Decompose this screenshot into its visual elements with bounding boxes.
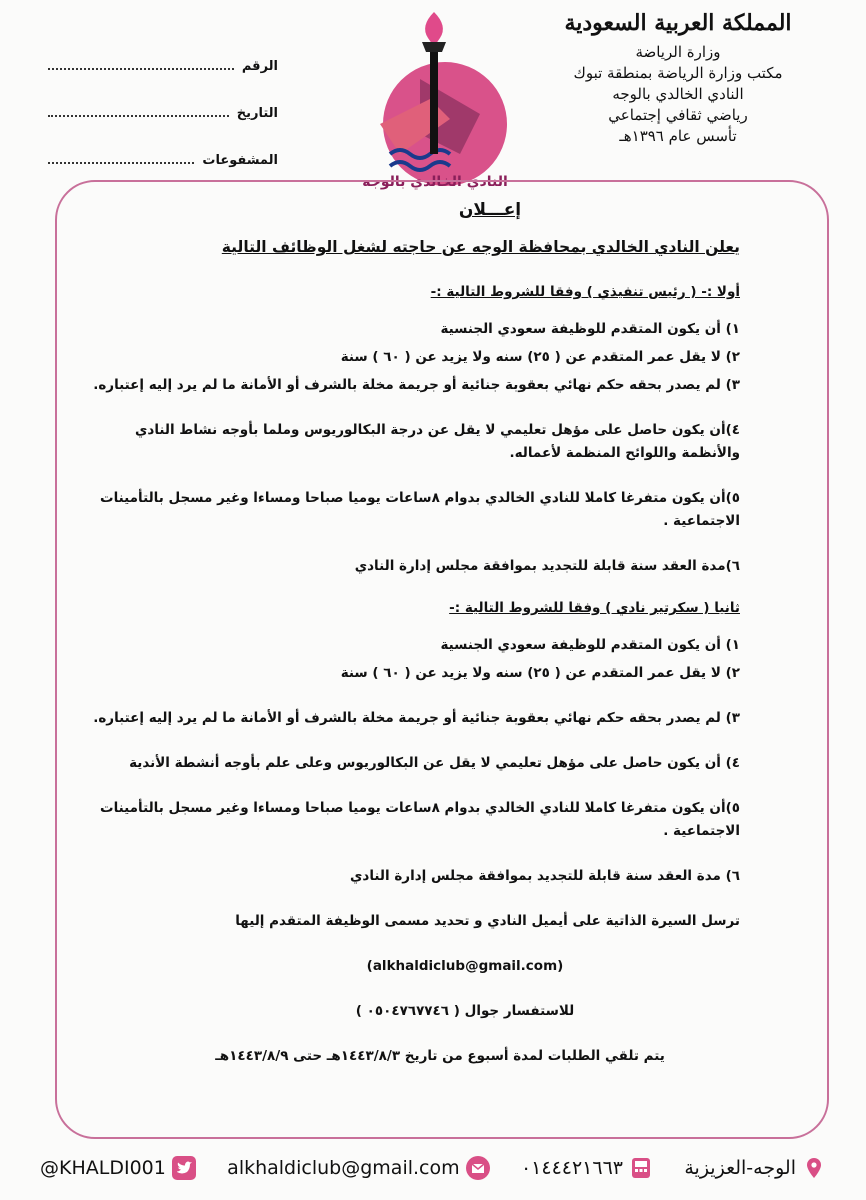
letterhead-fields [48, 58, 278, 199]
section2-item: ٦) مدة العقد سنة قابلة للتجديد بموافقة مجلس إدارة النادي [350, 868, 740, 884]
ministry-name: وزارة الرياضة [635, 43, 721, 61]
phone-icon [629, 1156, 653, 1180]
section1-title: أولا :- ( رئيس تنفيذي ) وفقا للشروط التالية :- [430, 284, 740, 300]
section1-item: ٤)أن يكون حاصل على مؤهل تعليمي لا يقل عن درجة البكالوريوس وملما بأوجه نشاط النادي والأنظمة واللوائح المنظمة لأعماله. [135, 422, 740, 461]
twitter-icon [172, 1156, 196, 1180]
section1-item: ٢) لا يقل عمر المتقدم عن ( ٢٥) سنه ولا يزيد عن ( ٦٠ ) سنة [340, 349, 740, 365]
email-icon [466, 1156, 490, 1180]
section1-item: ٦)مدة العقد سنة قابلة للتجديد بموافقة مجلس إدارة النادي [354, 558, 740, 574]
announcement-subtitle: يعلن النادي الخالدي بمحافظة الوجه عن حاجته لشغل الوظائف التالية [221, 238, 740, 256]
footer-bar [40, 1150, 826, 1186]
field-attachments-label: المشفوعات [202, 153, 278, 168]
location-pin-icon [802, 1156, 826, 1180]
club-type: رياضي ثقافي إجتماعي [608, 106, 748, 124]
footer-location-text: الوجه-العزيزية [684, 1157, 796, 1179]
section2-item: ٥)أن يكون متفرغا كاملا للنادي الخالدي بدوام ٨ساعات يوميا صباحا ومساءا وغير مسجل بالتأمينات الاجتماعية . [100, 800, 740, 839]
section2-item: ٣) لم يصدر بحقه حكم نهائي بعقوبة جنائية أو جريمة مخلة بالشرف أو الأمانة ما لم يرد إليه إعتباره. [93, 710, 740, 726]
footer-phone[interactable] [521, 1156, 653, 1180]
office-name: مكتب وزارة الرياضة بمنطقة تبوك [573, 64, 783, 82]
section2-item: ٤) أن يكون حاصل على مؤهل تعليمي لا يقل عن البكالوريوس وعلى علم بأوجه أنشطة الأندية [129, 755, 740, 771]
founded-year: تأسس عام ١٣٩٦هـ [619, 127, 737, 145]
letterhead-right [528, 10, 828, 147]
announcement-body [80, 200, 740, 1068]
section2-title: ثانيا ( سكرتير نادي ) وفقا للشروط التالية :- [449, 600, 740, 616]
send-cv-text: ترسل السيرة الذاتية على أيميل النادي و تحديد مسمى الوظيفة المتقدم إليها [235, 913, 740, 929]
footer-twitter[interactable] [40, 1156, 196, 1180]
club-name: النادي الخالدي بالوجه [612, 85, 744, 103]
section1-item: ٥)أن يكون متفرغا كاملا للنادي الخالدي بدوام ٨ساعات يوميا صباحا ومساءا وغير مسجل بالتأمينات الاجتماعية . [100, 490, 740, 529]
club-logo [360, 4, 510, 194]
field-number [48, 58, 278, 105]
logo-text: النادي الخالدي بالوجه [362, 174, 508, 190]
application-dates: يتم تلقي الطلبات لمدة أسبوع من تاريخ ١٤٤٣/٨/٣هـ حتى ١٤٤٣/٨/٩هـ [215, 1048, 665, 1064]
announcement-title: إعـــلان [458, 200, 522, 220]
footer-phone-text: ٠١٤٤٤٢١٦٦٣ [520, 1157, 624, 1179]
twitter-handle: @KHALDI001 [40, 1157, 166, 1179]
section2-item: ٢) لا يقل عمر المتقدم عن ( ٢٥) سنه ولا يزيد عن ( ٦٠ ) سنة [340, 665, 740, 681]
inquiry-phone: للاستفسار جوال ( ٠٥٠٤٧٦٧٧٤٦ ) [355, 1003, 575, 1019]
footer-email[interactable] [227, 1156, 489, 1180]
section1-item: ١) أن يكون المتقدم للوظيفة سعودي الجنسية [440, 321, 740, 337]
footer-location[interactable] [684, 1156, 826, 1180]
field-number-label: الرقم [241, 59, 278, 74]
section1-item: ٣) لم يصدر بحقه حكم نهائي بعقوبة جنائية أو جريمة مخلة بالشرف أو الأمانة ما لم يرد إليه إعتباره. [93, 377, 740, 393]
field-date [48, 105, 278, 152]
contact-email: (alkhaldiclub@gmail.com) [366, 958, 564, 974]
field-date-label: التاريخ [236, 106, 278, 121]
section2-item: ١) أن يكون المتقدم للوظيفة سعودي الجنسية [440, 637, 740, 653]
kingdom-name: المملكة العربية السعودية [564, 10, 792, 36]
footer-email-text: alkhaldiclub@gmail.com [227, 1157, 460, 1179]
